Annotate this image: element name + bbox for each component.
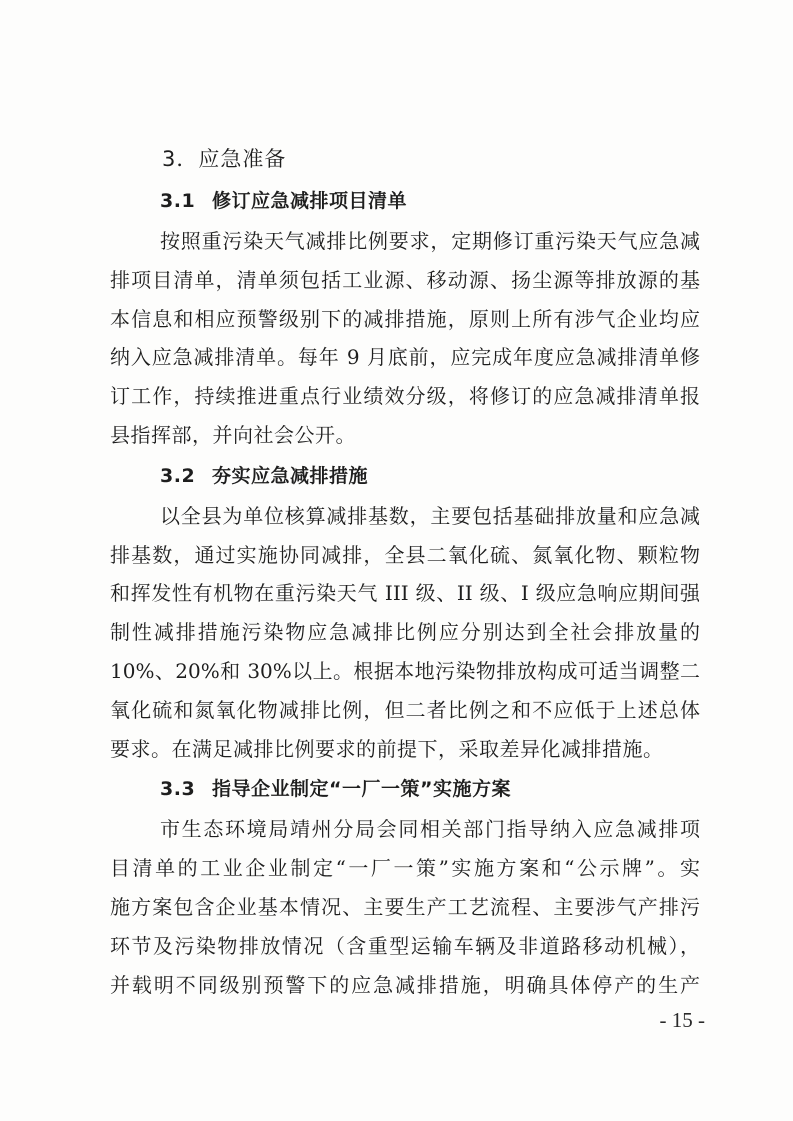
paragraph-line: 和挥发性有机物在重污染天气 III 级、II 级、I 级应急响应期间强 bbox=[110, 581, 700, 606]
paragraph-line: 排项目清单，清单须包括工业源、移动源、扬尘源等排放源的基 bbox=[110, 267, 700, 292]
paragraph-line: 并载明不同级别预警下的应急减排措施，明确具体停产的生产 bbox=[110, 972, 700, 997]
subsection-title: 修订应急减排项目清单 bbox=[212, 190, 408, 212]
paragraph-line: 订工作，持续推进重点行业绩效分级，将修订的应急减排清单报 bbox=[110, 384, 700, 409]
paragraph-3-2 bbox=[110, 497, 700, 769]
paragraph-line: 市生态环境局靖州分局会同相关部门指导纳入应急减排项 bbox=[160, 817, 700, 842]
document-body bbox=[110, 138, 700, 1004]
subsection-heading-3-3 bbox=[110, 768, 700, 810]
paragraph-line: 本信息和相应预警级别下的减排措施，原则上所有涉气企业均应 bbox=[110, 306, 700, 331]
paragraph-line: 要求。在满足减排比例要求的前提下，采取差异化减排措施。 bbox=[110, 736, 664, 761]
paragraph-3-3 bbox=[110, 810, 700, 1004]
subsection-title: 夯实应急减排措施 bbox=[212, 464, 369, 487]
subsection-heading-3-2 bbox=[110, 455, 700, 497]
paragraph-line: 10%、20%和 30%以上。根据本地污染物排放构成可适当调整二 bbox=[110, 658, 700, 683]
paragraph-line: 氧化硫和氮氧化物减排比例，但二者比例之和不应低于上述总体 bbox=[110, 697, 700, 722]
paragraph-line: 按照重污染天气减排比例要求，定期修订重污染天气应急减 bbox=[160, 229, 700, 253]
section-heading: 3．应急准备 bbox=[162, 147, 287, 171]
paragraph-3-1 bbox=[110, 222, 700, 455]
paragraph-line: 制性减排措施污染物应急减排比例应分别达到全社会排放量的 bbox=[110, 620, 700, 645]
paragraph-line: 施方案包含企业基本情况、主要生产工艺流程、主要涉气产排污 bbox=[110, 894, 700, 919]
subsection-number: 3.3 bbox=[160, 778, 196, 801]
subsection-heading-3-1 bbox=[110, 180, 700, 222]
subsection-number: 3.2 bbox=[160, 464, 196, 487]
paragraph-line: 目清单的工业企业制定“一厂一策”实施方案和“公示牌”。实 bbox=[110, 856, 700, 881]
subsection-number: 3.1 bbox=[160, 190, 196, 212]
paragraph-line: 县指挥部，并向社会公开。 bbox=[110, 422, 356, 447]
paragraph-line: 排基数，通过实施协同减排，全县二氧化硫、氮氧化物、颗粒物 bbox=[110, 542, 700, 567]
paragraph-line: 纳入应急减排清单。每年 9 月底前，应完成年度应急减排清单修 bbox=[110, 345, 700, 370]
paragraph-line: 以全县为单位核算减排基数，主要包括基础排放量和应急减 bbox=[160, 503, 700, 528]
subsection-title: 指导企业制定“一厂一策”实施方案 bbox=[212, 778, 511, 801]
page-number: - 15 - bbox=[659, 1008, 705, 1032]
paragraph-line: 环节及污染物排放情况（含重型运输车辆及非道路移动机械）， bbox=[110, 933, 700, 958]
